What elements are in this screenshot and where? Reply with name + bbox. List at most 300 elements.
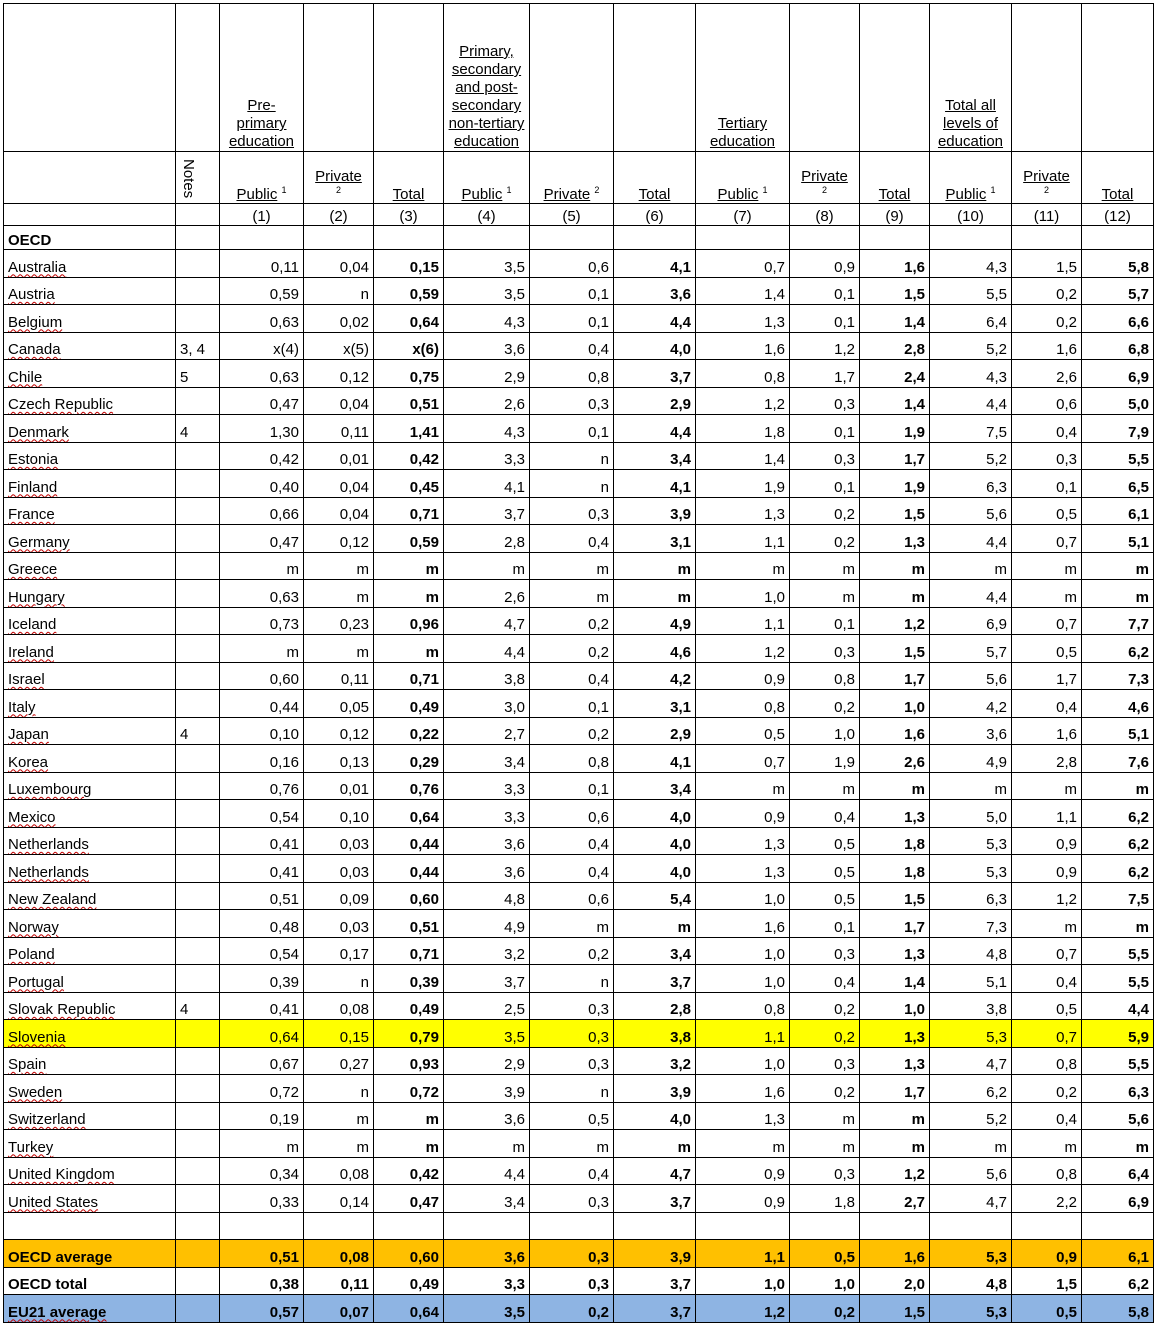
country-cell: [4, 1157, 176, 1185]
value-cell: 4,4: [614, 305, 696, 333]
value-cell: 6,2: [1082, 1267, 1154, 1295]
value-cell: 1,0: [696, 965, 790, 993]
value-cell: 4,8: [930, 1267, 1012, 1295]
value-cell: 0,93: [374, 1047, 444, 1075]
value-cell: m: [444, 552, 530, 580]
empty-cell: [1012, 226, 1082, 250]
value-cell: 4,3: [444, 305, 530, 333]
value-cell: 0,5: [790, 855, 860, 883]
value-cell: 4,9: [930, 745, 1012, 773]
value-cell: 4,1: [614, 745, 696, 773]
value-cell: 0,7: [696, 250, 790, 278]
value-cell: 6,1: [1082, 1240, 1154, 1268]
value-cell: 0,2: [530, 607, 614, 635]
value-cell: 0,03: [304, 827, 374, 855]
value-cell: 3,2: [614, 1047, 696, 1075]
value-cell: 0,47: [374, 1185, 444, 1213]
value-cell: 0,4: [530, 332, 614, 360]
value-cell: m: [374, 635, 444, 663]
country-cell: [4, 277, 176, 305]
value-cell: 0,3: [530, 1185, 614, 1213]
value-cell: 1,9: [860, 415, 930, 443]
value-cell: 0,8: [696, 360, 790, 388]
value-cell: 1,4: [860, 305, 930, 333]
value-cell: 4,6: [614, 635, 696, 663]
value-cell: 0,72: [374, 1075, 444, 1103]
value-cell: 0,3: [790, 635, 860, 663]
country-name: Iceland: [8, 616, 57, 633]
value-cell: m: [860, 552, 930, 580]
value-cell: 4,4: [930, 525, 1012, 553]
value-cell: 0,4: [530, 525, 614, 553]
country-name: Netherlands: [8, 836, 89, 853]
value-cell: 3,7: [614, 965, 696, 993]
value-cell: 5,8: [1082, 1295, 1154, 1323]
value-cell: 0,09: [304, 882, 374, 910]
value-cell: 0,15: [374, 250, 444, 278]
value-cell: 0,8: [696, 690, 790, 718]
value-cell: 0,4: [1012, 415, 1082, 443]
value-cell: 3,9: [614, 497, 696, 525]
value-cell: 1,5: [860, 497, 930, 525]
value-cell: 1,0: [790, 717, 860, 745]
note-cell: [176, 580, 220, 608]
column-number: (5): [530, 204, 614, 226]
value-cell: 2,9: [614, 387, 696, 415]
value-cell: 1,6: [1012, 717, 1082, 745]
value-cell: 0,9: [790, 250, 860, 278]
value-cell: m: [860, 1102, 930, 1130]
value-cell: m: [614, 580, 696, 608]
summary-row: [4, 1295, 1154, 1323]
value-cell: 0,13: [304, 745, 374, 773]
note-cell: [176, 607, 220, 635]
note-cell: [176, 635, 220, 663]
value-cell: n: [530, 470, 614, 498]
value-cell: m: [530, 580, 614, 608]
country-name: Poland: [8, 946, 55, 963]
value-cell: 3,9: [444, 1075, 530, 1103]
value-cell: 0,5: [530, 1102, 614, 1130]
value-cell: 0,9: [1012, 855, 1082, 883]
table-row: [4, 745, 1154, 773]
value-cell: 0,3: [530, 497, 614, 525]
public-label: Public: [945, 186, 987, 203]
value-cell: 5,5: [930, 277, 1012, 305]
group-header-row: [4, 4, 1154, 152]
empty-header-cell: [4, 204, 176, 226]
country-cell: [4, 387, 176, 415]
value-cell: 0,71: [374, 497, 444, 525]
value-cell: m: [614, 552, 696, 580]
value-cell: 3,1: [614, 525, 696, 553]
column-number: (7): [696, 204, 790, 226]
country-cell: [4, 772, 176, 800]
country-name: Japan: [8, 726, 49, 743]
value-cell: 6,2: [1082, 827, 1154, 855]
empty-cell: [696, 1212, 790, 1240]
table-row: [4, 717, 1154, 745]
value-cell: 4,8: [930, 937, 1012, 965]
value-cell: 1,4: [860, 965, 930, 993]
private-label: Private: [1023, 168, 1070, 185]
summary-row: [4, 1267, 1154, 1295]
value-cell: 0,7: [1012, 1020, 1082, 1048]
value-cell: 0,8: [530, 360, 614, 388]
value-cell: 0,8: [790, 662, 860, 690]
value-cell: 1,7: [860, 910, 930, 938]
value-cell: 1,3: [696, 305, 790, 333]
value-cell: 5,3: [930, 827, 1012, 855]
value-cell: m: [220, 635, 304, 663]
value-cell: 7,5: [1082, 882, 1154, 910]
value-cell: m: [1082, 552, 1154, 580]
value-cell: 0,7: [1012, 607, 1082, 635]
country-cell: [4, 525, 176, 553]
column-number: (2): [304, 204, 374, 226]
value-cell: 0,19: [220, 1102, 304, 1130]
country-name: Italy: [8, 698, 36, 716]
value-cell: m: [696, 1130, 790, 1158]
value-cell: 1,9: [696, 470, 790, 498]
country-name: Israel: [8, 671, 45, 688]
value-cell: 1,0: [696, 1047, 790, 1075]
value-cell: 1,1: [696, 525, 790, 553]
note-cell: [176, 250, 220, 278]
table-row: [4, 992, 1154, 1020]
section-label: OECD: [4, 226, 176, 250]
value-cell: 0,4: [530, 662, 614, 690]
value-cell: 5,3: [930, 855, 1012, 883]
value-cell: 4,3: [930, 250, 1012, 278]
value-cell: 0,12: [304, 717, 374, 745]
empty-cell: [220, 1212, 304, 1240]
value-cell: 0,2: [530, 937, 614, 965]
value-cell: 3,7: [444, 965, 530, 993]
value-cell: 0,79: [374, 1020, 444, 1048]
value-cell: m: [1082, 772, 1154, 800]
value-cell: 6,6: [1082, 305, 1154, 333]
value-cell: 5,5: [1082, 937, 1154, 965]
value-cell: 4,0: [614, 855, 696, 883]
summary-label: [4, 1295, 176, 1323]
value-cell: 1,5: [860, 1295, 930, 1323]
value-cell: 4,4: [614, 415, 696, 443]
total-label: Total: [1101, 186, 1134, 203]
value-cell: 2,8: [444, 525, 530, 553]
country-cell: [4, 827, 176, 855]
country-cell: [4, 497, 176, 525]
value-cell: 4,4: [930, 387, 1012, 415]
value-cell: 0,64: [220, 1020, 304, 1048]
value-cell: m: [374, 552, 444, 580]
footnote-mark: 2: [821, 185, 827, 195]
value-cell: 0,11: [304, 1267, 374, 1295]
country-name: Finland: [8, 478, 58, 496]
value-cell: 0,16: [220, 745, 304, 773]
value-cell: 3,8: [930, 992, 1012, 1020]
value-cell: 0,57: [220, 1295, 304, 1323]
value-cell: 1,7: [1012, 662, 1082, 690]
value-cell: 0,51: [220, 1240, 304, 1268]
note-cell: [176, 1185, 220, 1213]
table-row: [4, 360, 1154, 388]
column-number: (12): [1082, 204, 1154, 226]
value-cell: 0,63: [220, 360, 304, 388]
note-cell: [176, 827, 220, 855]
footnote-mark: 1: [281, 185, 287, 195]
value-cell: 7,5: [930, 415, 1012, 443]
value-cell: 0,1: [790, 470, 860, 498]
value-cell: m: [304, 1102, 374, 1130]
note-cell: [176, 470, 220, 498]
empty-header-cell: [304, 4, 374, 152]
value-cell: 0,42: [374, 1157, 444, 1185]
value-cell: 0,5: [696, 717, 790, 745]
value-cell: 1,8: [790, 1185, 860, 1213]
total-label: Total: [878, 186, 911, 203]
value-cell: m: [304, 1130, 374, 1158]
value-cell: 1,0: [696, 580, 790, 608]
note-cell: [176, 1240, 220, 1268]
total-header: [1082, 152, 1154, 204]
value-cell: m: [304, 552, 374, 580]
value-cell: 4,9: [614, 607, 696, 635]
value-cell: n: [304, 277, 374, 305]
value-cell: 4,0: [614, 827, 696, 855]
private-label: Private: [801, 168, 848, 185]
value-cell: m: [1012, 910, 1082, 938]
empty-header-cell: [790, 4, 860, 152]
note-cell: [176, 937, 220, 965]
value-cell: 0,1: [790, 607, 860, 635]
value-cell: 0,49: [374, 992, 444, 1020]
country-name: Portugal: [8, 973, 64, 991]
value-cell: 1,5: [1012, 1267, 1082, 1295]
value-cell: 5,6: [1082, 1102, 1154, 1130]
value-cell: 0,44: [374, 855, 444, 883]
country-name: Slovenia: [8, 1028, 66, 1046]
value-cell: 1,3: [860, 1020, 930, 1048]
value-cell: 1,3: [696, 1102, 790, 1130]
empty-cell: [304, 1212, 374, 1240]
table-row: [4, 497, 1154, 525]
value-cell: 1,2: [696, 387, 790, 415]
table-row: [4, 277, 1154, 305]
table-row: [4, 937, 1154, 965]
country-cell: [4, 690, 176, 718]
value-cell: 3,9: [614, 1075, 696, 1103]
value-cell: 1,2: [696, 1295, 790, 1323]
note-cell: 5: [176, 360, 220, 388]
value-cell: 0,5: [1012, 992, 1082, 1020]
value-cell: 3,3: [444, 800, 530, 828]
country-name: New Zealand: [8, 891, 97, 908]
summary-label-text: OECD total: [8, 1276, 88, 1293]
value-cell: 0,3: [530, 387, 614, 415]
value-cell: 0,08: [304, 1240, 374, 1268]
country-cell: [4, 910, 176, 938]
value-cell: 0,3: [790, 1157, 860, 1185]
value-cell: 0,51: [374, 387, 444, 415]
table-row: [4, 470, 1154, 498]
value-cell: 1,0: [696, 882, 790, 910]
value-cell: 0,04: [304, 387, 374, 415]
value-cell: 3,5: [444, 1295, 530, 1323]
empty-cell: [1012, 1212, 1082, 1240]
table-row: [4, 387, 1154, 415]
value-cell: 0,2: [790, 690, 860, 718]
note-cell: [176, 1075, 220, 1103]
value-cell: 3,9: [614, 1240, 696, 1268]
public-header: [444, 152, 530, 204]
empty-cell: [860, 226, 930, 250]
value-cell: 0,27: [304, 1047, 374, 1075]
empty-cell: [930, 1212, 1012, 1240]
empty-header-cell: [614, 4, 696, 152]
value-cell: 3,6: [444, 1240, 530, 1268]
value-cell: 0,03: [304, 910, 374, 938]
value-cell: 0,6: [1012, 387, 1082, 415]
note-cell: [176, 497, 220, 525]
country-cell: [4, 442, 176, 470]
value-cell: 0,1: [790, 415, 860, 443]
public-label: Public: [717, 186, 759, 203]
value-cell: 4,7: [444, 607, 530, 635]
table-row: [4, 772, 1154, 800]
value-cell: 4,3: [444, 415, 530, 443]
value-cell: 1,6: [1012, 332, 1082, 360]
value-cell: 0,9: [696, 1185, 790, 1213]
value-cell: 7,3: [1082, 662, 1154, 690]
value-cell: 0,5: [790, 827, 860, 855]
value-cell: 6,3: [930, 882, 1012, 910]
value-cell: 0,8: [1012, 1047, 1082, 1075]
empty-header-cell: [530, 4, 614, 152]
value-cell: 1,4: [860, 387, 930, 415]
public-header: [696, 152, 790, 204]
value-cell: 3,4: [614, 772, 696, 800]
value-cell: 5,7: [1082, 277, 1154, 305]
notes-header-spacer: [176, 4, 220, 152]
empty-cell: [530, 226, 614, 250]
value-cell: 0,4: [530, 1157, 614, 1185]
empty-cell: [374, 1212, 444, 1240]
country-cell: [4, 635, 176, 663]
value-cell: 0,4: [1012, 1102, 1082, 1130]
value-cell: 0,9: [696, 800, 790, 828]
value-cell: m: [930, 552, 1012, 580]
country-cell: [4, 855, 176, 883]
table-row: [4, 442, 1154, 470]
value-cell: 1,3: [860, 1047, 930, 1075]
value-cell: m: [614, 910, 696, 938]
country-cell: [4, 332, 176, 360]
value-cell: 0,8: [530, 745, 614, 773]
value-cell: 2,2: [1012, 1185, 1082, 1213]
country-cell: [4, 607, 176, 635]
public-header: [930, 152, 1012, 204]
empty-cell: [530, 1212, 614, 1240]
value-cell: m: [1082, 580, 1154, 608]
value-cell: 0,96: [374, 607, 444, 635]
value-cell: 1,1: [1012, 800, 1082, 828]
value-cell: 2,9: [444, 360, 530, 388]
value-cell: 4,2: [930, 690, 1012, 718]
value-cell: 5,2: [930, 332, 1012, 360]
value-cell: 1,30: [220, 415, 304, 443]
value-cell: 0,4: [1012, 690, 1082, 718]
value-cell: 1,0: [696, 937, 790, 965]
note-cell: [176, 745, 220, 773]
value-cell: 3,3: [444, 442, 530, 470]
table-row: [4, 1020, 1154, 1048]
value-cell: 0,11: [304, 415, 374, 443]
private-header: [304, 152, 374, 204]
private-label: Private: [315, 168, 362, 185]
column-number: (10): [930, 204, 1012, 226]
value-cell: 4,9: [444, 910, 530, 938]
note-cell: [176, 387, 220, 415]
empty-header-cell: [860, 4, 930, 152]
table-row: [4, 580, 1154, 608]
value-cell: 0,8: [1012, 1157, 1082, 1185]
note-cell: [176, 1157, 220, 1185]
summary-label: [4, 1267, 176, 1295]
empty-cell: [220, 226, 304, 250]
value-cell: m: [1012, 1130, 1082, 1158]
value-cell: 6,2: [1082, 635, 1154, 663]
empty-header-cell: [4, 152, 176, 204]
country-cell: [4, 415, 176, 443]
value-cell: 1,7: [790, 360, 860, 388]
value-cell: 0,64: [374, 1295, 444, 1323]
value-cell: 0,5: [790, 1240, 860, 1268]
value-cell: 0,2: [790, 1020, 860, 1048]
value-cell: 6,4: [930, 305, 1012, 333]
value-cell: 4,4: [1082, 992, 1154, 1020]
value-cell: 0,08: [304, 992, 374, 1020]
value-cell: 0,5: [1012, 635, 1082, 663]
value-cell: 0,66: [220, 497, 304, 525]
value-cell: 0,67: [220, 1047, 304, 1075]
value-cell: 0,49: [374, 690, 444, 718]
empty-cell: [304, 226, 374, 250]
value-cell: 0,12: [304, 360, 374, 388]
value-cell: 0,41: [220, 827, 304, 855]
value-cell: n: [530, 442, 614, 470]
value-cell: m: [374, 1130, 444, 1158]
country-cell: [4, 662, 176, 690]
value-cell: m: [444, 1130, 530, 1158]
value-cell: 0,72: [220, 1075, 304, 1103]
empty-cell: [930, 226, 1012, 250]
value-cell: 2,9: [444, 1047, 530, 1075]
country-name: Switzerland: [8, 1111, 86, 1128]
value-cell: 5,1: [930, 965, 1012, 993]
table-row: [4, 882, 1154, 910]
country-name: Mexico: [8, 808, 56, 826]
value-cell: 0,9: [1012, 827, 1082, 855]
note-cell: [176, 662, 220, 690]
value-cell: 3,7: [614, 360, 696, 388]
value-cell: 0,44: [220, 690, 304, 718]
value-cell: 1,5: [860, 882, 930, 910]
country-cell: [4, 250, 176, 278]
value-cell: 3,5: [444, 277, 530, 305]
column-number: (1): [220, 204, 304, 226]
value-cell: m: [790, 552, 860, 580]
